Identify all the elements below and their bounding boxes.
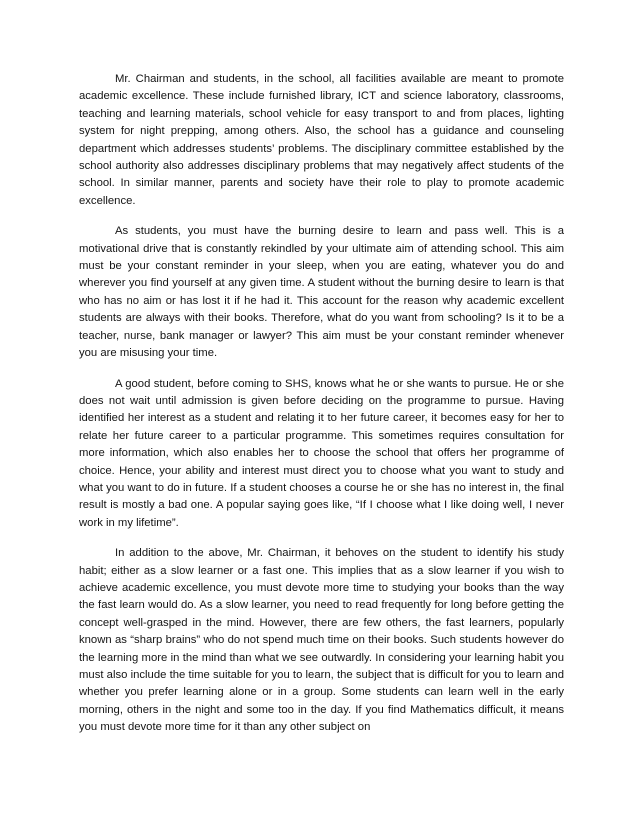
paragraph-facilities: Mr. Chairman and students, in the school, all facilities available are meant to promote academic excellence. These include furnished library, ICT and science laboratory, classrooms, teaching and learning materials, school vehicle for easy transport to and from places, lighting system for night prepping, among others. Also, the school has a guidance and counseling department which addresses students’ problems. The disciplinary committee established by the school authority also addresses disciplinary problems that may negatively affect students of the school. In similar manner, parents and society have their role to play to promote academic excellence. xyxy=(79,73,564,207)
paragraph-good-student: A good student, before coming to SHS, knows what he or she wants to pursue. He or she does not wait until admission is given before deciding on the programme to pursue. Having identified her interest as a student and relating it to her future career, it becomes easy for her to relate her future career to a particular programme. This sometimes requires consultation for more information, which also enables her to choose the school that offers her programme of choice. Hence, your ability and interest must direct you to choose what you want to study and what you want to do in future. If a student chooses a course he or she has no interest in, the final result is mostly a bad one. A popular saying goes like, “If I choose what I like doing well, I never work in my lifetime”. xyxy=(79,377,564,529)
paragraph-study-habit: In addition to the above, Mr. Chairman, it behoves on the student to identify his study habit; either as a slow learner or a fast one. This implies that as a slow learner if you wish to achieve academic excellence, you must devote more time to studying your books than the way the fast learn would do. As a slow learner, you need to read frequently for long before getting the concept well-grasped in the mind. However, there are few others, the fast learners, popularly known as “sharp brains” who do not spend much time on their books. Such students however do the learning more in the mind than what we see outwardly. In considering your learning habit you must also include the time suitable for you to learn, the subject that is difficult for you to learn and whether you prefer learning alone or in a group. Some students can learn well in the early morning, others in the night and some too in the day. If you find Mathematics difficult, it means you must devote more time for it than any other subject on xyxy=(79,547,564,734)
paragraph-burning-desire: As students, you must have the burning desire to learn and pass well. This is a motivational drive that is constantly rekindled by your ultimate aim of attending school. This aim must be your constant reminder in your sleep, when you are eating, whatever you do and wherever you find yourself at any given time. A student without the burning desire to learn is that who has no aim or has lost it if he had it. This account for the reason why academic excellent students are always with their books. Therefore, what do you want from schooling? Is it to be a teacher, nurse, bank manager or lawyer? This aim must be your constant reminder whenever you are misusing your time. xyxy=(79,225,564,360)
